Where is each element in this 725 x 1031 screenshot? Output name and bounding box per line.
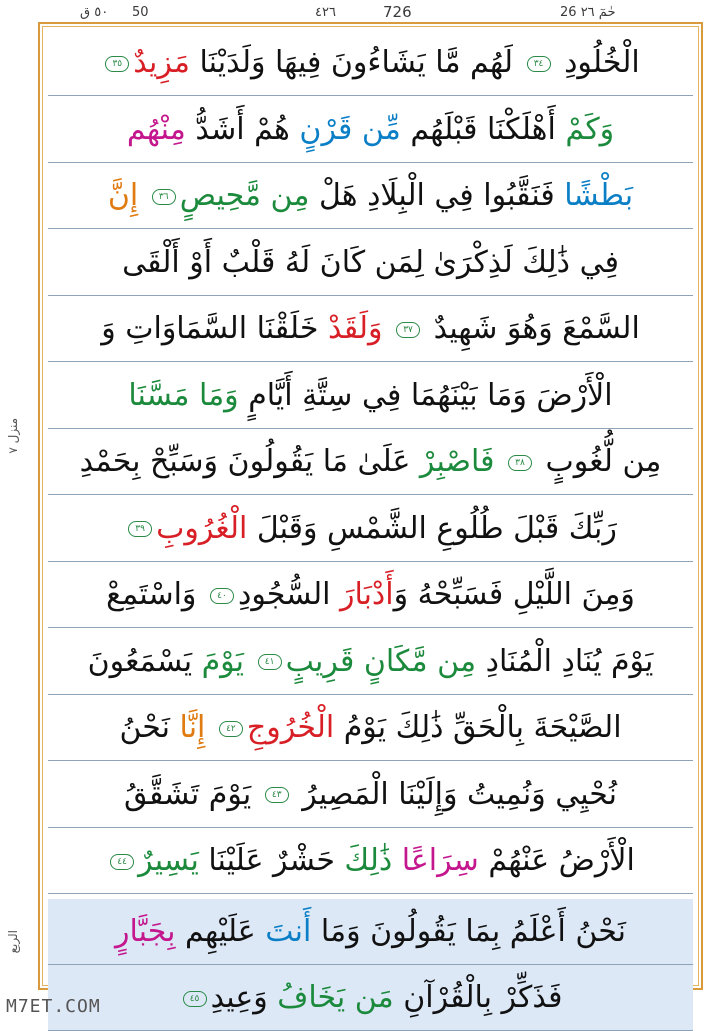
verse-line — [48, 562, 693, 628]
verse-text: فَنَقَّبُوا فِي الْبِلَادِ هَلْ — [309, 178, 565, 213]
verse-line — [48, 496, 693, 562]
verse-text: فَاصْبِرْ — [419, 444, 505, 479]
verse-line — [48, 230, 693, 296]
verse-line — [48, 363, 693, 429]
verse-text: يَوْمَ تَشَقَّقُ — [123, 776, 261, 812]
verse-text: الْخُرُوجِ — [246, 710, 335, 745]
verse-text: عَلَىٰ مَا يَقُولُونَ وَسَبِّحْ بِحَمْدِ — [79, 444, 420, 479]
verse-text: وَلَقَدْ — [327, 311, 393, 346]
verse-text: يَسْمَعُونَ — [87, 643, 202, 679]
ayah-number-marker: ٣٥ — [105, 56, 129, 72]
side-label-rub: الربع — [6, 930, 20, 954]
verse-text: لَهُم مَّا يَشَاءُونَ فِيهَا وَلَدَيْنَا — [190, 45, 523, 80]
ayah-number-marker: ٣٩ — [128, 521, 152, 537]
verse-line — [48, 429, 693, 495]
verse-text: يَوْمَ — [201, 643, 254, 679]
watermark: M7ET.COM — [6, 996, 101, 1017]
verse-text: بَطْشًا — [564, 178, 634, 213]
verse-text: ذَٰلِكَ — [344, 843, 402, 878]
ayah-number-marker: ٤٣ — [265, 787, 289, 803]
verse-text: السَّمْعَ وَهُوَ شَهِيدٌ — [424, 311, 640, 346]
verse-line — [48, 30, 693, 96]
verse-text: السُّجُودِ — [237, 577, 340, 612]
verse-text: الْخُلُودِ — [554, 45, 640, 80]
verse-text: مِن لُّغُوبٍ — [536, 444, 662, 479]
verse-line — [48, 163, 693, 229]
ayah-number-marker: ٣٤ — [527, 56, 551, 72]
verse-text: إِنَّا — [179, 710, 215, 745]
verse-text: يَوْمَ يُنَادِ الْمُنَادِ — [476, 643, 654, 679]
verse-text: فِي ذَٰلِكَ لَذِكْرَىٰ لِمَن كَانَ لَهُ قَلْبٌ أَوْ أَلْقَى — [122, 244, 619, 280]
verse-line — [48, 899, 693, 965]
verse-text: وَمِنَ اللَّيْلِ فَسَبِّحْهُ وَ — [393, 577, 635, 612]
verse-text: مِنْهُم — [126, 111, 186, 147]
verse-line — [48, 629, 693, 695]
verse-line — [48, 762, 693, 828]
ayah-number-marker: ٤٠ — [210, 588, 234, 604]
verse-text: وَكَمْ — [555, 111, 615, 147]
verse-text: أَنتَ — [265, 913, 312, 949]
header-surah-left: ٥٠ ق — [80, 5, 109, 20]
verse-text: يَسِيرٌ — [138, 843, 199, 878]
verse-text: خَلَقْنَا السَّمَاوَاتِ وَ — [101, 311, 328, 346]
verse-text: نَحْنُ — [119, 710, 180, 745]
verse-text: نُحْيِي وَنُمِيتُ وَإِلَيْنَا الْمَصِيرُ — [292, 776, 618, 812]
verse-text: الصَّيْحَةَ بِالْحَقِّ ذَٰلِكَ يَوْمُ — [334, 710, 622, 745]
verse-text: مَزِيدٌ — [133, 45, 190, 80]
verse-text: مَن يَخَافُ — [277, 980, 394, 1015]
ayah-number-marker: ٣٧ — [396, 322, 420, 338]
verse-text: سِرَاعًا — [401, 843, 479, 878]
verse-line — [48, 695, 693, 761]
verse-text: حَشْرٌ عَلَيْنَا — [198, 843, 345, 878]
verse-text: فَذَكِّرْ بِالْقُرْآنِ — [393, 980, 563, 1015]
header-juz-marker: ٤٢٦ — [315, 5, 336, 20]
verse-text: وَمَا مَسَّنَا — [128, 377, 239, 413]
ayah-number-marker: ٣٨ — [508, 455, 532, 471]
header-number-left: 50 — [132, 5, 149, 20]
header-surah-right: 26 حٰمٓ ٢٦ — [560, 5, 616, 20]
verse-text: عَلَيْهِم — [175, 913, 266, 949]
verse-text: مِّن قَرْنٍ — [299, 111, 401, 147]
verse-text: مِن مَّحِيصٍ — [179, 178, 310, 213]
ayah-number-marker: ٤٥ — [183, 991, 207, 1007]
verse-text: بِجَبَّارٍ — [115, 913, 176, 949]
ayah-number-marker: ٤٢ — [219, 721, 243, 737]
verse-line — [48, 965, 693, 1031]
verse-text: أَهْلَكْنَا قَبْلَهُم — [400, 111, 556, 147]
verse-text: نَحْنُ أَعْلَمُ بِمَا يَقُولُونَ وَمَا — [311, 913, 626, 949]
page-number: 726 — [383, 3, 412, 21]
verse-line — [48, 828, 693, 894]
verse-text: إِنَّ — [107, 178, 148, 213]
verse-text: رَبِّكَ قَبْلَ طُلُوعِ الشَّمْسِ وَقَبْلَ — [247, 510, 617, 546]
verse-line — [48, 97, 693, 163]
verse-text: مِن مَّكَانٍ قَرِيبٍ — [285, 643, 477, 679]
ayah-number-marker: ٤٤ — [110, 854, 134, 870]
verse-text: الْأَرْضُ عَنْهُمْ — [478, 843, 635, 878]
verse-line — [48, 296, 693, 362]
verse-text: أَدْبَارَ — [339, 577, 394, 612]
verse-text: الْأَرْضَ وَمَا بَيْنَهُمَا فِي سِتَّةِ أَيَّامٍ — [238, 377, 613, 413]
verse-text: الْغُرُوبِ — [156, 510, 248, 546]
verse-text: هُمْ أَشَدُّ — [185, 111, 300, 147]
verse-text: وَاسْتَمِعْ — [106, 577, 206, 612]
side-label-manzil: منزل ٧ — [6, 418, 20, 454]
ayah-number-marker: ٤١ — [258, 654, 282, 670]
ayah-number-marker: ٣٦ — [152, 189, 176, 205]
verse-text: وَعِيدِ — [210, 980, 278, 1015]
